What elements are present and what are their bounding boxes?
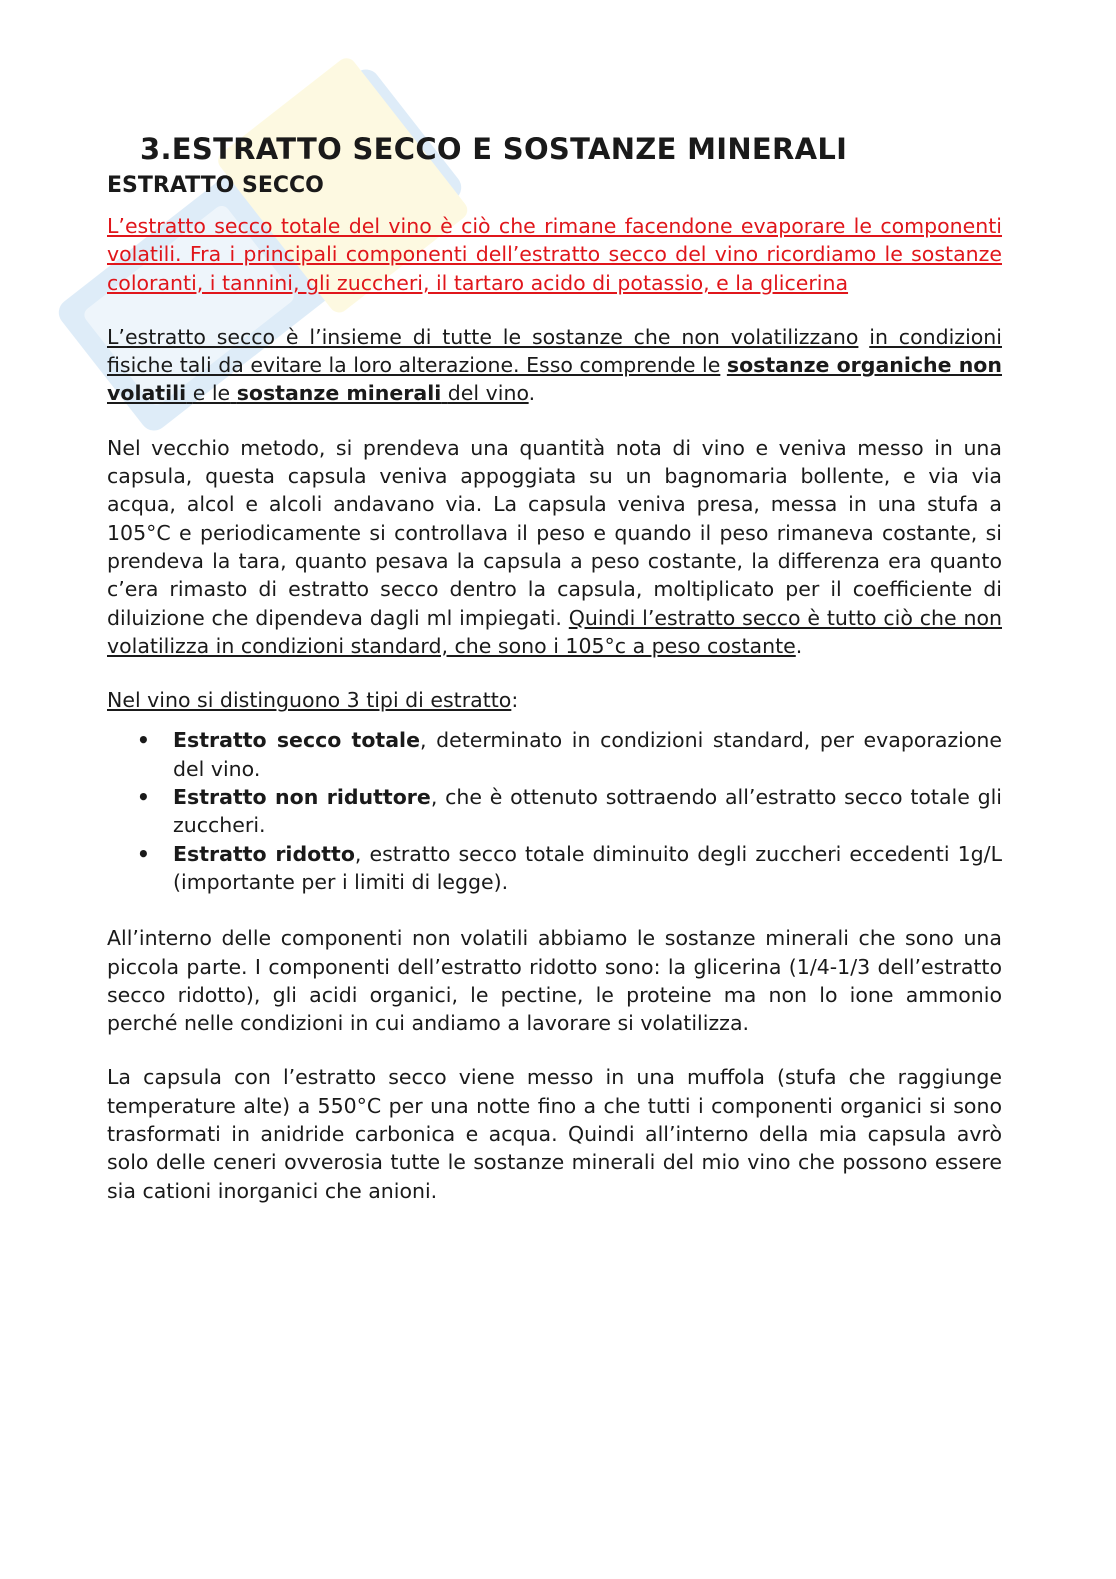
ash-paragraph: La capsula con l’estratto secco viene messo in una muffola (stufa che raggiunge temperature alte) a 550°C per una notte fino a che tutti i componenti organici si sono trasformati in anidride carbonica e acqua. Quindi all’interno della mia capsula avrò solo delle ceneri ovverosia tutte le sostanze minerali del mio vino che possono essere sia cationi inorganici che anioni. xyxy=(107,1065,1002,1203)
red-definition-text: L’estratto secco totale del vino è ciò che rimane facendone evaporare le componenti volatili. Fra i principali componenti dell’estratto secco del vino ricordiamo le sostanze coloranti, i tannini, gli zuccheri, il tartaro acido di potassio, e la glicerina xyxy=(107,214,1002,295)
method-conclusion: Quindi l’estratto secco è tutto ciò che non volatilizza in condizioni standard, che sono i 105°c a peso costante xyxy=(107,605,1002,658)
list-item: • Estratto secco totale, determinato in condizioni standard, per evaporazione del vino. xyxy=(173,726,1002,783)
document-page xyxy=(107,128,1002,1231)
list-item: • Estratto non riduttore, che è ottenuto sottraendo all’estratto secco totale gli zuccheri. xyxy=(173,783,1002,840)
chapter-title: 3.ESTRATTO SECCO E SOSTANZE MINERALI xyxy=(140,132,848,166)
section-title: ESTRATTO SECCO xyxy=(107,173,324,198)
list-intro: Nel vino si distinguono 3 tipi di estratto: xyxy=(107,688,519,713)
method-paragraph: Nel vecchio metodo, si prendeva una quantità nota di vino e veniva messo in una capsula, questa capsula veniva appoggiata su un bagnomaria bollente, e via via acqua, alcol e alcoli andavano via. La capsula veniva presa, messa in una stufa a 105°C e periodicamente si controllava il peso e quando il peso rimaneva costante, si prendeva la tara, quanto pesava la capsula a peso costante, la differenza era quanto c’era rimasto di estratto secco dentro la capsula, moltiplicato per il coefficiente di diluizione che dipendeva dagli ml impiegati. Quindi l’estratto secco è tutto ciò che non volatilizza in condizioni standard, che sono i 105°c a peso costante. xyxy=(107,435,1002,658)
definition-paragraph: L’estratto secco è l’insieme di tutte le sostanze che non volatilizzano in condizioni fisiche tali da evitare la loro alterazione. Esso comprende le sostanze organiche non volatili e le sostanze minerali del vino. xyxy=(107,324,1002,406)
intro-paragraph xyxy=(107,212,1002,297)
extract-types-list xyxy=(107,726,1002,896)
minerals-paragraph: All’interno delle componenti non volatili abbiamo le sostanze minerali che sono una piccola parte. I componenti dell’estratto ridotto sono: la glicerina (1/4-1/3 dell’estratto secco ridotto), gli acidi organici, le pectine, le proteine ma non lo ione ammonio perché nelle condizioni in cui andiamo a lavorare si volatilizza. xyxy=(107,926,1002,1036)
list-item: • Estratto ridotto, estratto secco totale diminuito degli zuccheri eccedenti 1g/L (importante per i limiti di legge). xyxy=(173,840,1002,897)
